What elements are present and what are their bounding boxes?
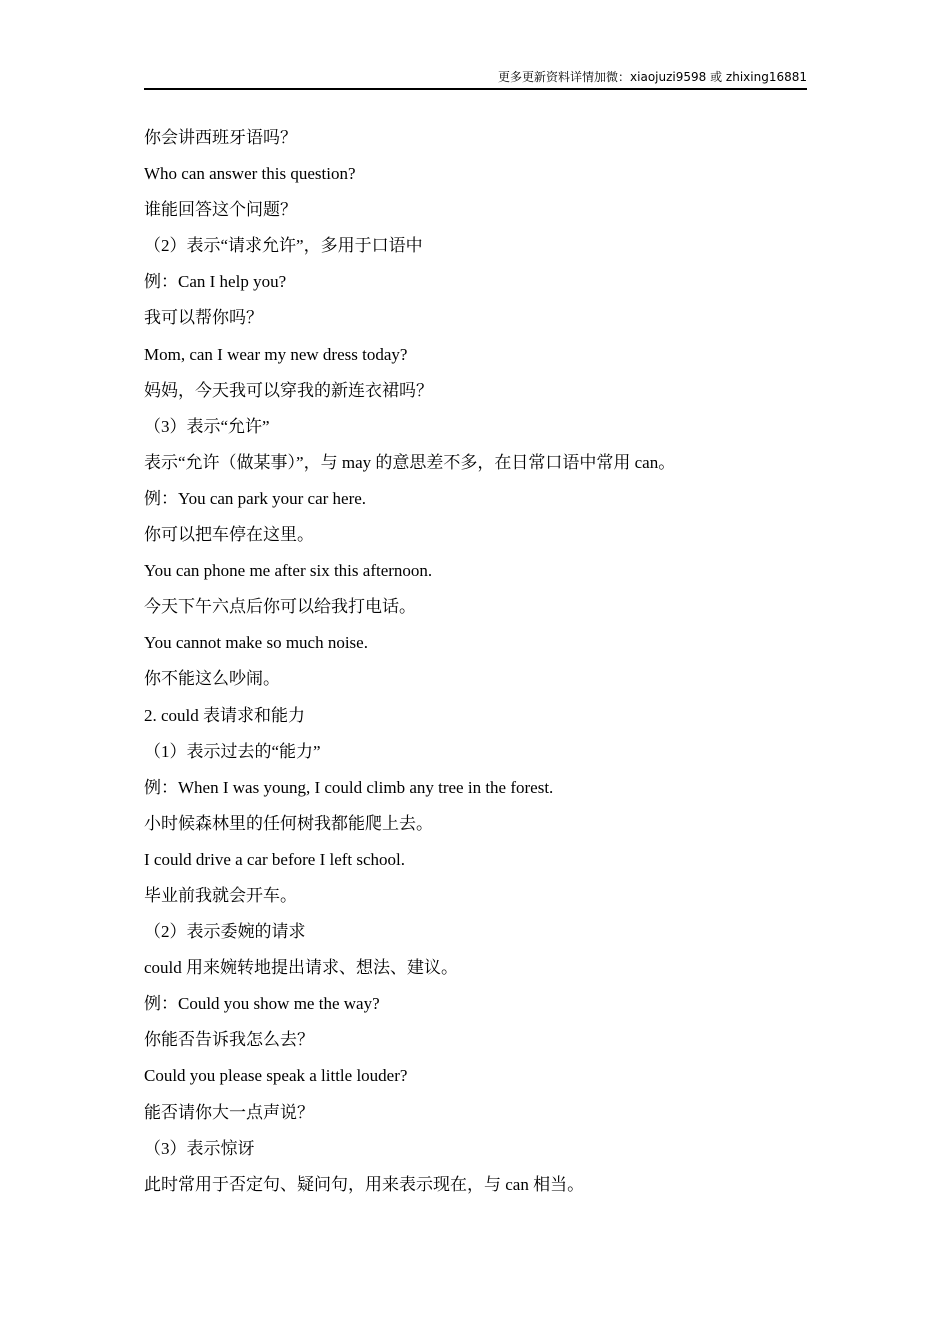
example-line: 例：Can I help you?	[144, 272, 287, 292]
text-line: I could drive a car before I left school.	[144, 849, 406, 869]
text-line: 今天下午六点后你可以给我打电话。	[144, 597, 416, 617]
section-heading: （2）表示委婉的请求	[144, 922, 306, 942]
text-line: 毕业前我就会开车。	[144, 885, 297, 905]
text-line: 小时候森林里的任何树我都能爬上去。	[144, 813, 433, 833]
text-line: 此时常用于否定句、疑问句，用来表示现在，与 can 相当。	[144, 1174, 585, 1194]
page-header: 更多更新资料详情加微：xiaojuzi9598 或 zhixing16881	[144, 68, 807, 90]
text-line: 我可以帮你吗？	[144, 308, 263, 328]
text-line: 你不能这么吵闹。	[144, 669, 280, 689]
text-line: 表示“允许（做某事）”，与 may 的意思差不多，在日常口语中常用 can。	[144, 452, 676, 472]
section-heading: （3）表示惊讶	[144, 1138, 255, 1158]
text-line: You can phone me after six this afternoon.	[144, 561, 433, 581]
text-line: 你可以把车停在这里。	[144, 525, 314, 545]
text-line: 能否请你大一点声说？	[144, 1102, 314, 1122]
text-line: 谁能回答这个问题？	[144, 200, 297, 220]
section-heading: 2. could 表请求和能力	[144, 705, 306, 725]
section-heading: （3）表示“允许”	[144, 416, 270, 436]
text-line: 你会讲西班牙语吗？	[144, 128, 297, 147]
text-line: Mom, can I wear my new dress today?	[144, 344, 408, 364]
example-line: 例：Could you show me the way?	[144, 994, 380, 1014]
text-line: 妈妈，今天我可以穿我的新连衣裙吗？	[144, 380, 433, 400]
example-line: 例：You can park your car here.	[144, 488, 367, 508]
text-line: 你能否告诉我怎么去？	[144, 1030, 314, 1050]
text-line: Who can answer this question?	[144, 164, 356, 184]
text-line: You cannot make so much noise.	[144, 633, 368, 653]
text-line: Could you please speak a little louder?	[144, 1066, 408, 1086]
text-line: could 用来婉转地提出请求、想法、建议。	[144, 958, 459, 978]
section-heading: （2）表示“请求允许”，多用于口语中	[144, 236, 423, 256]
example-line: 例：When I was young, I could climb any tree in the forest.	[144, 777, 554, 797]
section-heading: （1）表示过去的“能力”	[144, 741, 321, 761]
document-body	[144, 120, 824, 1203]
